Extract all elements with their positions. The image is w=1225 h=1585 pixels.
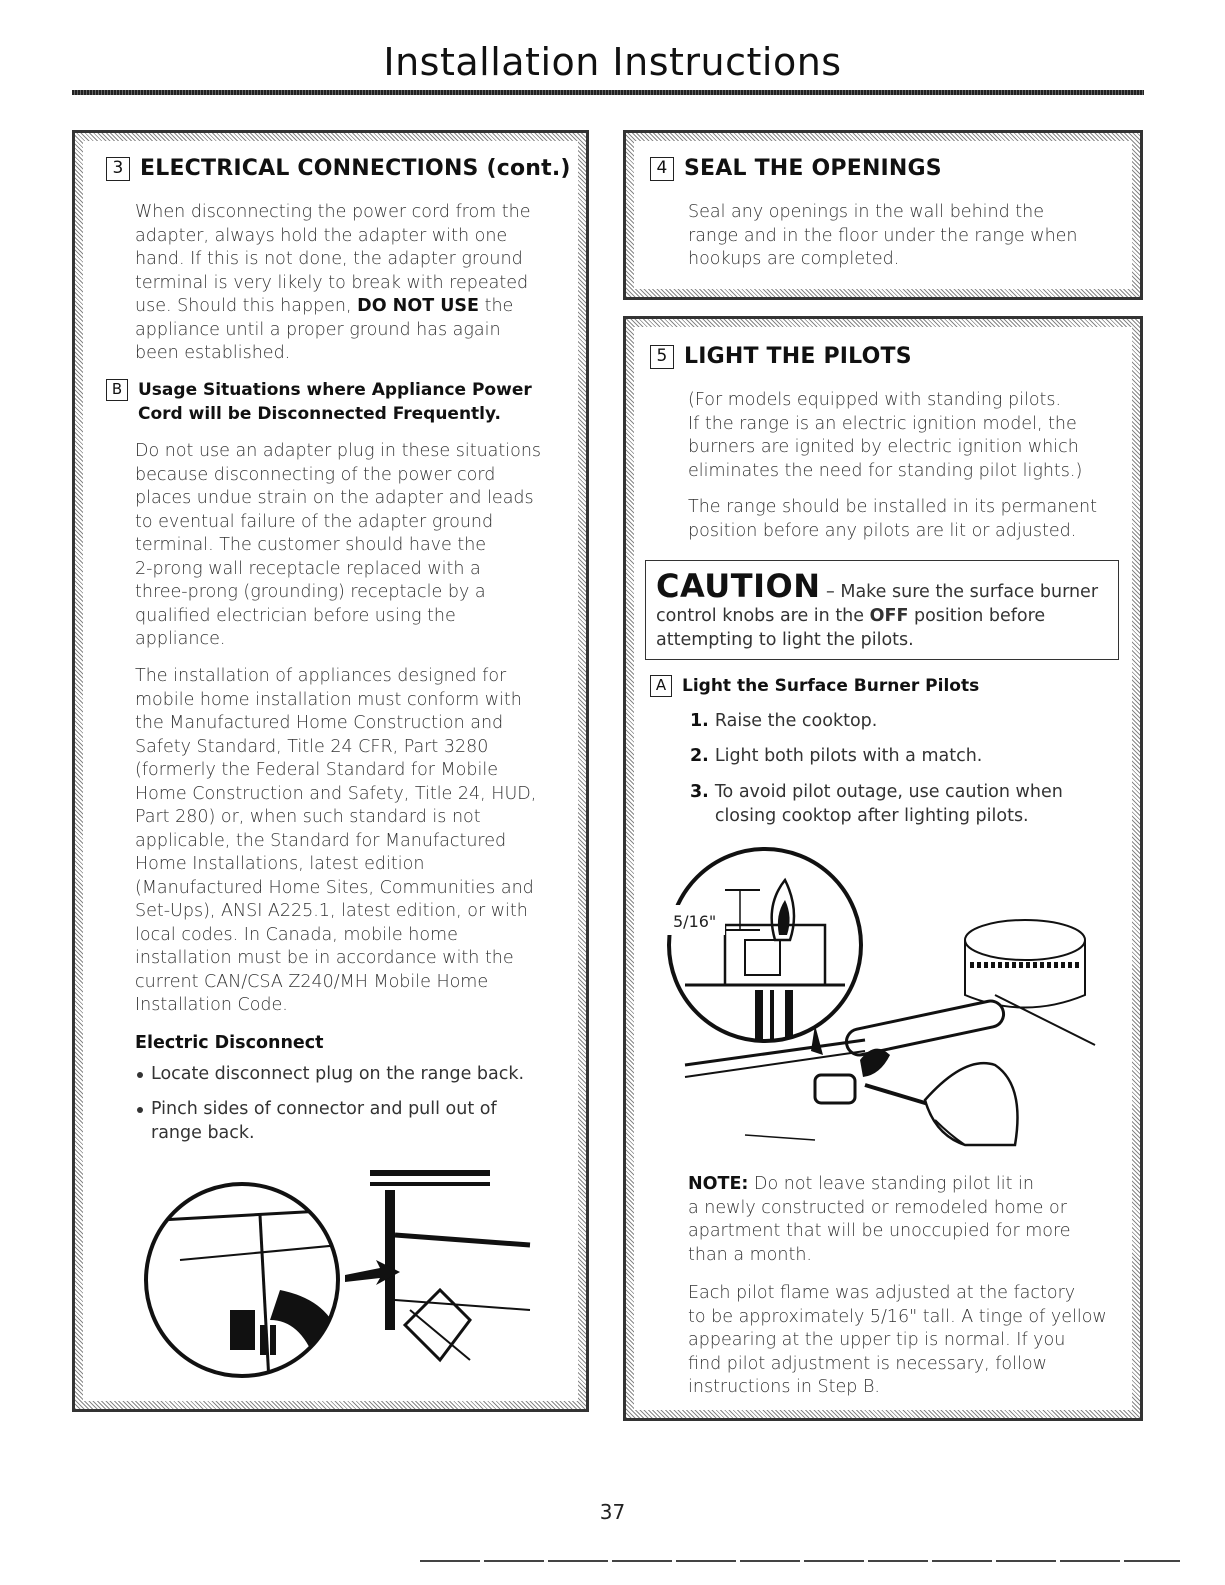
step-2: 2. Light both pilots with a match. [690,746,983,766]
disconnect-plug-illustration [140,1160,540,1400]
caution-box: CAUTION – Make sure the surface burner control knobs are in the OFF position before attempting to light the pilots. [645,560,1119,660]
note-label: NOTE: [688,1174,749,1194]
mobile-home-paragraph: The installation of appliances designed for mobile home installation must conform with the Manufactured Home Construction and Safety Standard, Title 24 CFR, Part 3280 (formerly the Federal Standard for Mobile Home Construction and Safety, Title 24, HUD, Part 280) or, when such standard is not applicable, the Standard for Manufactured Home Installations, latest edition (Manufactured Home Sites, Communities and Set-Ups), ANSI A225.1, latest edition, or with local codes. In Canada, mobile home installation must be in accordance with the current CAN/CSA Z240/MH Mobile Home Installation Code. [135,666,537,1015]
title-rule [72,90,1144,95]
subsection-letter-box: B [106,379,128,401]
step-3: 3. To avoid pilot outage, use caution when closing cooktop after lighting pilots. [690,782,1063,826]
page-number: 37 [599,1500,626,1524]
section-3-heading [106,156,571,181]
adapter-paragraph: Do not use an adapter plug in these situations because disconnecting of the power cord places undue strain on the adapter and leads to eventual failure of the adapter ground terminal. The customer should have the 2-prong wall receptacle replaced with a three-prong (grounding) receptacle by a qualified electrician before using the appliance. [135,441,542,649]
dimension-label: 5/16" [673,912,717,931]
section-number-box: 3 [106,157,130,181]
section-4-heading [650,156,942,181]
off-emphasis: OFF [869,606,909,626]
section-title: ELECTRICAL CONNECTIONS (cont.) [140,156,571,181]
electric-disconnect-heading: Electric Disconnect [135,1033,324,1053]
section-title: LIGHT THE PILOTS [684,344,912,369]
section-5-heading [650,344,912,369]
section-number-box: 5 [650,345,674,369]
subsection-b-heading: B Usage Situations where Appliance Power Cord will be Disconnected Frequently. [106,378,532,426]
bullet-pinch: Pinch sides of connector and pull out of range back. [137,1098,567,1145]
subsection-letter-box: A [650,675,672,697]
pilot-lighting-illustration [665,845,1105,1160]
pilots-position-paragraph: The range should be installed in its permanent position before any pilots are lit or adjusted. [688,497,1098,541]
bullet-locate: Locate disconnect plug on the range back. [137,1063,567,1087]
section-title: SEAL THE OPENINGS [684,156,942,181]
note-paragraph: NOTE: Do not leave standing pilot lit in a newly constructed or remodeled home or apartment that will be unoccupied for more than a month. [688,1174,1071,1265]
bottom-rule [420,1560,1180,1562]
pilots-intro-paragraph: (For models equipped with standing pilots. If the range is an electric ignition model, the burners are ignited by electric ignition which eliminates the need for standing pilot lights.) [688,390,1083,481]
step-1: 1. Raise the cooktop. [690,711,878,731]
section-number-box: 4 [650,157,674,181]
intro-paragraph: When disconnecting the power cord from the adapter, always hold the adapter with one hand. If this is not done, the adapter ground terminal is very likely to break with repeated use. Should this happen, DO NOT USE the appliance until a proper ground has again been established. [135,202,531,363]
page-title: Installation Instructions [383,40,842,84]
caution-word: CAUTION [656,567,821,605]
do-not-use-emphasis: DO NOT USE [357,296,479,316]
flame-adjustment-paragraph: Each pilot flame was adjusted at the factory to be approximately 5/16" tall. A tinge of yellow appearing at the upper tip is normal. If you find pilot adjustment is necessary, follow instructions in Step B. [688,1283,1107,1397]
subsection-a-heading: A Light the Surface Burner Pilots [650,674,979,698]
seal-paragraph: Seal any openings in the wall behind the range and in the floor under the range when hookups are completed. [688,202,1078,269]
